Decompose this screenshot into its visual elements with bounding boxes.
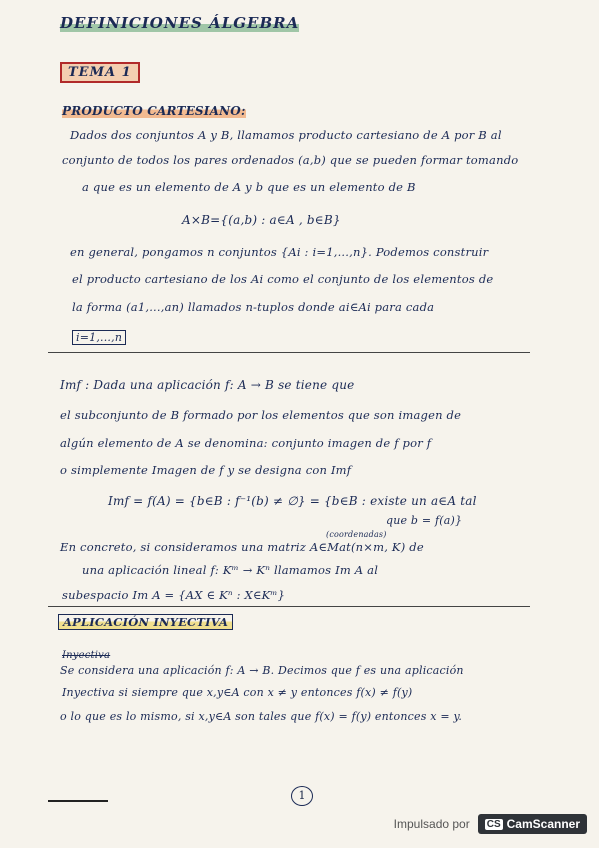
page-number: 1 xyxy=(291,786,313,806)
tema-badge: TEMA 1 xyxy=(60,62,140,83)
section-divider xyxy=(48,352,530,353)
imagen-line-2: el subconjunto de B formado por los elementos que son imagen de xyxy=(60,408,462,422)
producto-line-5: en general, pongamos n conjuntos {Ai : i=1,...,n}. Podemos construir xyxy=(70,245,489,259)
imagen-definition-cont: que b = f(a)} xyxy=(386,514,463,527)
camscanner-mark-icon: CS xyxy=(486,818,501,830)
camscanner-footer xyxy=(394,814,587,834)
inyectiva-line-1: Se considera una aplicación f: A → B. Decimos que f es una aplicación xyxy=(60,664,464,677)
producto-index-range: i=1,...,n xyxy=(72,330,126,345)
section-divider-2 xyxy=(48,606,530,607)
imagen-line-1: Imf : Dada una aplicación f: A → B se tiene que xyxy=(60,378,355,392)
imagen-line-9: subespacio Im A = {AX ∈ Kⁿ : X∈Kᵐ} xyxy=(62,588,286,602)
camscanner-logo xyxy=(478,814,587,834)
imagen-line-4: o simplemente Imagen de f y se designa con Imf xyxy=(60,463,352,477)
camscanner-brand: CamScanner xyxy=(506,817,580,831)
inyectiva-line-3: o lo que es lo mismo, si x,y∈A son tales que f(x) = f(y) entonces x = y. xyxy=(60,710,463,723)
producto-definition: A×B={(a,b) : a∈A , b∈B} xyxy=(182,213,341,227)
imagen-definition: Imf = f(A) = {b∈B : f⁻¹(b) ≠ ∅} = {b∈B : existe un a∈A tal xyxy=(108,494,477,508)
page-title: DEFINICIONES ÁLGEBRA xyxy=(60,14,300,32)
inyectiva-line-2: Inyectiva si siempre que x,y∈A con x ≠ y entonces f(x) ≠ f(y) xyxy=(62,686,413,699)
producto-line-3: a que es un elemento de A y b que es un elemento de B xyxy=(82,180,416,194)
producto-line-6: el producto cartesiano de los Ai como el conjunto de los elementos de xyxy=(72,272,494,286)
imagen-line-8: una aplicación lineal f: Kᵐ → Kⁿ llamamos Im A al xyxy=(82,563,379,577)
inyectiva-heading: APLICACIÓN INYECTIVA xyxy=(58,614,233,630)
bottom-rule xyxy=(48,800,108,802)
producto-line-1: Dados dos conjuntos A y B, llamamos producto cartesiano de A por B al xyxy=(70,128,502,142)
imagen-line-3: algún elemento de A se denomina: conjunto imagen de f por f xyxy=(60,436,432,450)
powered-by-label: Impulsado por xyxy=(393,817,470,831)
producto-heading: PRODUCTO CARTESIANO: xyxy=(62,104,246,118)
imagen-line-7: En concreto, si consideramos una matriz A∈Mat(n×m, K) de xyxy=(60,540,424,554)
coordenadas-note: (coordenadas) xyxy=(326,530,387,539)
inyectiva-struck-word: Inyectiva xyxy=(62,650,111,661)
producto-line-2: conjunto de todos los pares ordenados (a,b) que se pueden formar tomando xyxy=(62,153,519,167)
producto-line-7: la forma (a1,...,an) llamados n-tuplos donde ai∈Ai para cada xyxy=(72,300,435,314)
